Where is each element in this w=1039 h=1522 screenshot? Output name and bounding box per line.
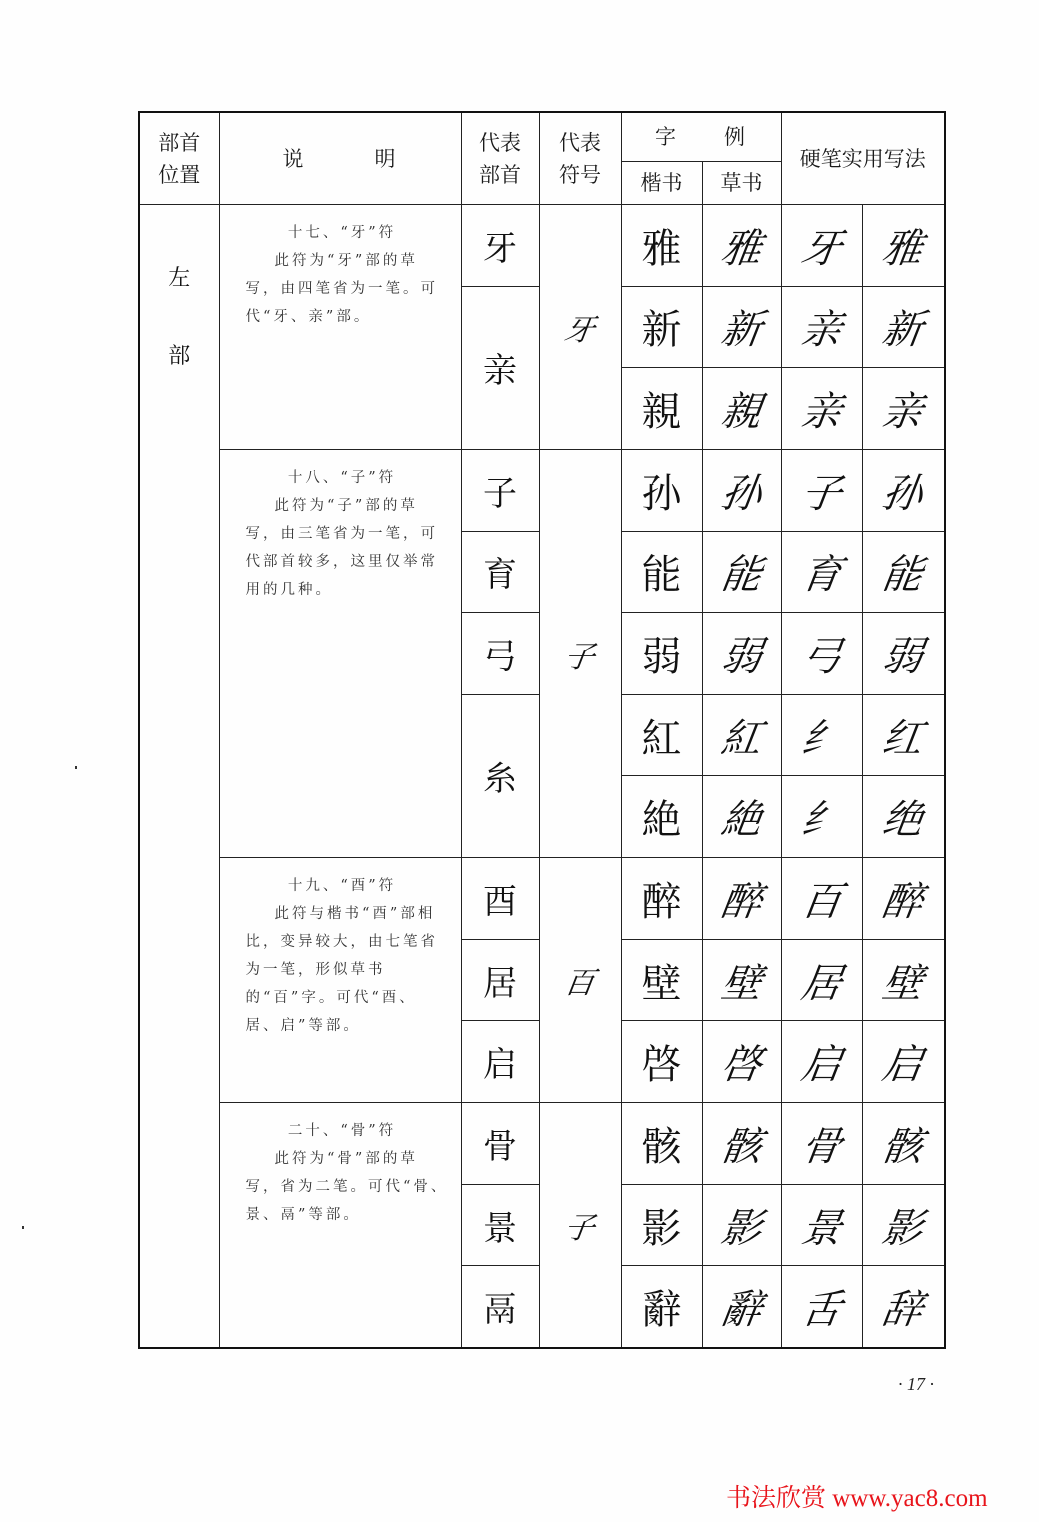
- radical-cell: 酉: [461, 858, 539, 940]
- radical-cell: 牙: [461, 205, 539, 287]
- header-hardpen: 硬笔实用写法: [781, 112, 945, 205]
- hardpen-part-cell: 居: [781, 939, 862, 1021]
- symbol-cell: 子: [539, 449, 621, 857]
- hardpen-full-cell: 醉: [862, 858, 945, 940]
- caoshu-cell: 親: [702, 368, 781, 450]
- hardpen-part-cell: 弓: [781, 613, 862, 695]
- hardpen-full-cell: 孙: [862, 449, 945, 531]
- hardpen-part-cell: 纟: [781, 776, 862, 858]
- hardpen-full-cell: 骸: [862, 1103, 945, 1185]
- kaishu-cell: 辭: [621, 1266, 702, 1348]
- kaishu-cell: 新: [621, 286, 702, 368]
- hardpen-full-cell: 影: [862, 1184, 945, 1266]
- hardpen-full-cell: 辞: [862, 1266, 945, 1348]
- kaishu-cell: 能: [621, 531, 702, 613]
- hardpen-full-cell: 亲: [862, 368, 945, 450]
- hardpen-part-cell: 骨: [781, 1103, 862, 1185]
- hardpen-full-cell: 红: [862, 694, 945, 776]
- kaishu-cell: 啓: [621, 1021, 702, 1103]
- kaishu-cell: 骸: [621, 1103, 702, 1185]
- caoshu-cell: 影: [702, 1184, 781, 1266]
- symbol-cell: 百: [539, 858, 621, 1103]
- caoshu-cell: 能: [702, 531, 781, 613]
- hardpen-full-cell: 壁: [862, 939, 945, 1021]
- hardpen-full-cell: 能: [862, 531, 945, 613]
- radical-cell: 骨: [461, 1103, 539, 1185]
- radical-cell: 子: [461, 449, 539, 531]
- radical-cell: 糸: [461, 694, 539, 857]
- radical-cell: 育: [461, 531, 539, 613]
- radical-reference-table: [138, 111, 946, 1349]
- symbol-cell: 子: [539, 1103, 621, 1348]
- kaishu-cell: 孙: [621, 449, 702, 531]
- kaishu-cell: 親: [621, 368, 702, 450]
- hardpen-part-cell: 启: [781, 1021, 862, 1103]
- caoshu-cell: 辭: [702, 1266, 781, 1348]
- kaishu-cell: 弱: [621, 613, 702, 695]
- radical-cell: 鬲: [461, 1266, 539, 1348]
- section-description: 二十、“骨”符 此符为“骨”部的草写，省为二笔。可代“骨、景、鬲”等部。: [219, 1103, 461, 1348]
- caoshu-cell: 紅: [702, 694, 781, 776]
- caoshu-cell: 醉: [702, 858, 781, 940]
- position-cell: 左 部: [139, 205, 219, 1349]
- section-description: 十八、“子”符 此符为“子”部的草写，由三笔省为一笔，可代部首较多，这里仅举常用的几种。: [219, 449, 461, 857]
- kaishu-cell: 紅: [621, 694, 702, 776]
- hardpen-part-cell: 百: [781, 858, 862, 940]
- caoshu-cell: 弱: [702, 613, 781, 695]
- caoshu-cell: 雅: [702, 205, 781, 287]
- kaishu-cell: 絶: [621, 776, 702, 858]
- section-description: 十九、“酉”符 此符与楷书“酉”部相比，变异较大，由七笔省为一笔，形似草书的“百”字。可代“酉、居、启”等部。: [219, 858, 461, 1103]
- kaishu-cell: 雅: [621, 205, 702, 287]
- caoshu-cell: 絶: [702, 776, 781, 858]
- scan-speck: [22, 1226, 24, 1229]
- header-examples: 字 例: [621, 112, 781, 162]
- hardpen-part-cell: 亲: [781, 368, 862, 450]
- hardpen-full-cell: 雅: [862, 205, 945, 287]
- page-number: · 17 ·: [898, 1374, 934, 1394]
- radical-cell: 启: [461, 1021, 539, 1103]
- hardpen-part-cell: 舌: [781, 1266, 862, 1348]
- hardpen-part-cell: 亲: [781, 286, 862, 368]
- radical-cell: 居: [461, 939, 539, 1021]
- symbol-cell: 牙: [539, 205, 621, 450]
- hardpen-part-cell: 纟: [781, 694, 862, 776]
- radical-cell: 亲: [461, 286, 539, 449]
- watermark-link[interactable]: 书法欣赏 www.yac8.com: [726, 1485, 988, 1512]
- kaishu-cell: 壁: [621, 939, 702, 1021]
- hardpen-full-cell: 弱: [862, 613, 945, 695]
- hardpen-part-cell: 子: [781, 449, 862, 531]
- caoshu-cell: 壁: [702, 939, 781, 1021]
- hardpen-full-cell: 新: [862, 286, 945, 368]
- hardpen-full-cell: 启: [862, 1021, 945, 1103]
- caoshu-cell: 孙: [702, 449, 781, 531]
- hardpen-part-cell: 景: [781, 1184, 862, 1266]
- header-radical: 代表 部首: [461, 112, 539, 205]
- header-kaishu: 楷书: [621, 162, 702, 205]
- header-description: 说 明: [219, 112, 461, 205]
- hardpen-part-cell: 牙: [781, 205, 862, 287]
- radical-cell: 景: [461, 1184, 539, 1266]
- radical-cell: 弓: [461, 613, 539, 695]
- kaishu-cell: 影: [621, 1184, 702, 1266]
- caoshu-cell: 骸: [702, 1103, 781, 1185]
- scan-speck: [75, 766, 77, 769]
- header-caoshu: 草书: [702, 162, 781, 205]
- hardpen-part-cell: 育: [781, 531, 862, 613]
- header-symbol: 代表 符号: [539, 112, 621, 205]
- header-position: 部首 位置: [139, 112, 219, 205]
- hardpen-full-cell: 绝: [862, 776, 945, 858]
- section-description: 十七、“牙”符 此符为“牙”部的草写，由四笔省为一笔。可代“牙、亲”部。: [219, 205, 461, 450]
- caoshu-cell: 新: [702, 286, 781, 368]
- kaishu-cell: 醉: [621, 858, 702, 940]
- caoshu-cell: 啓: [702, 1021, 781, 1103]
